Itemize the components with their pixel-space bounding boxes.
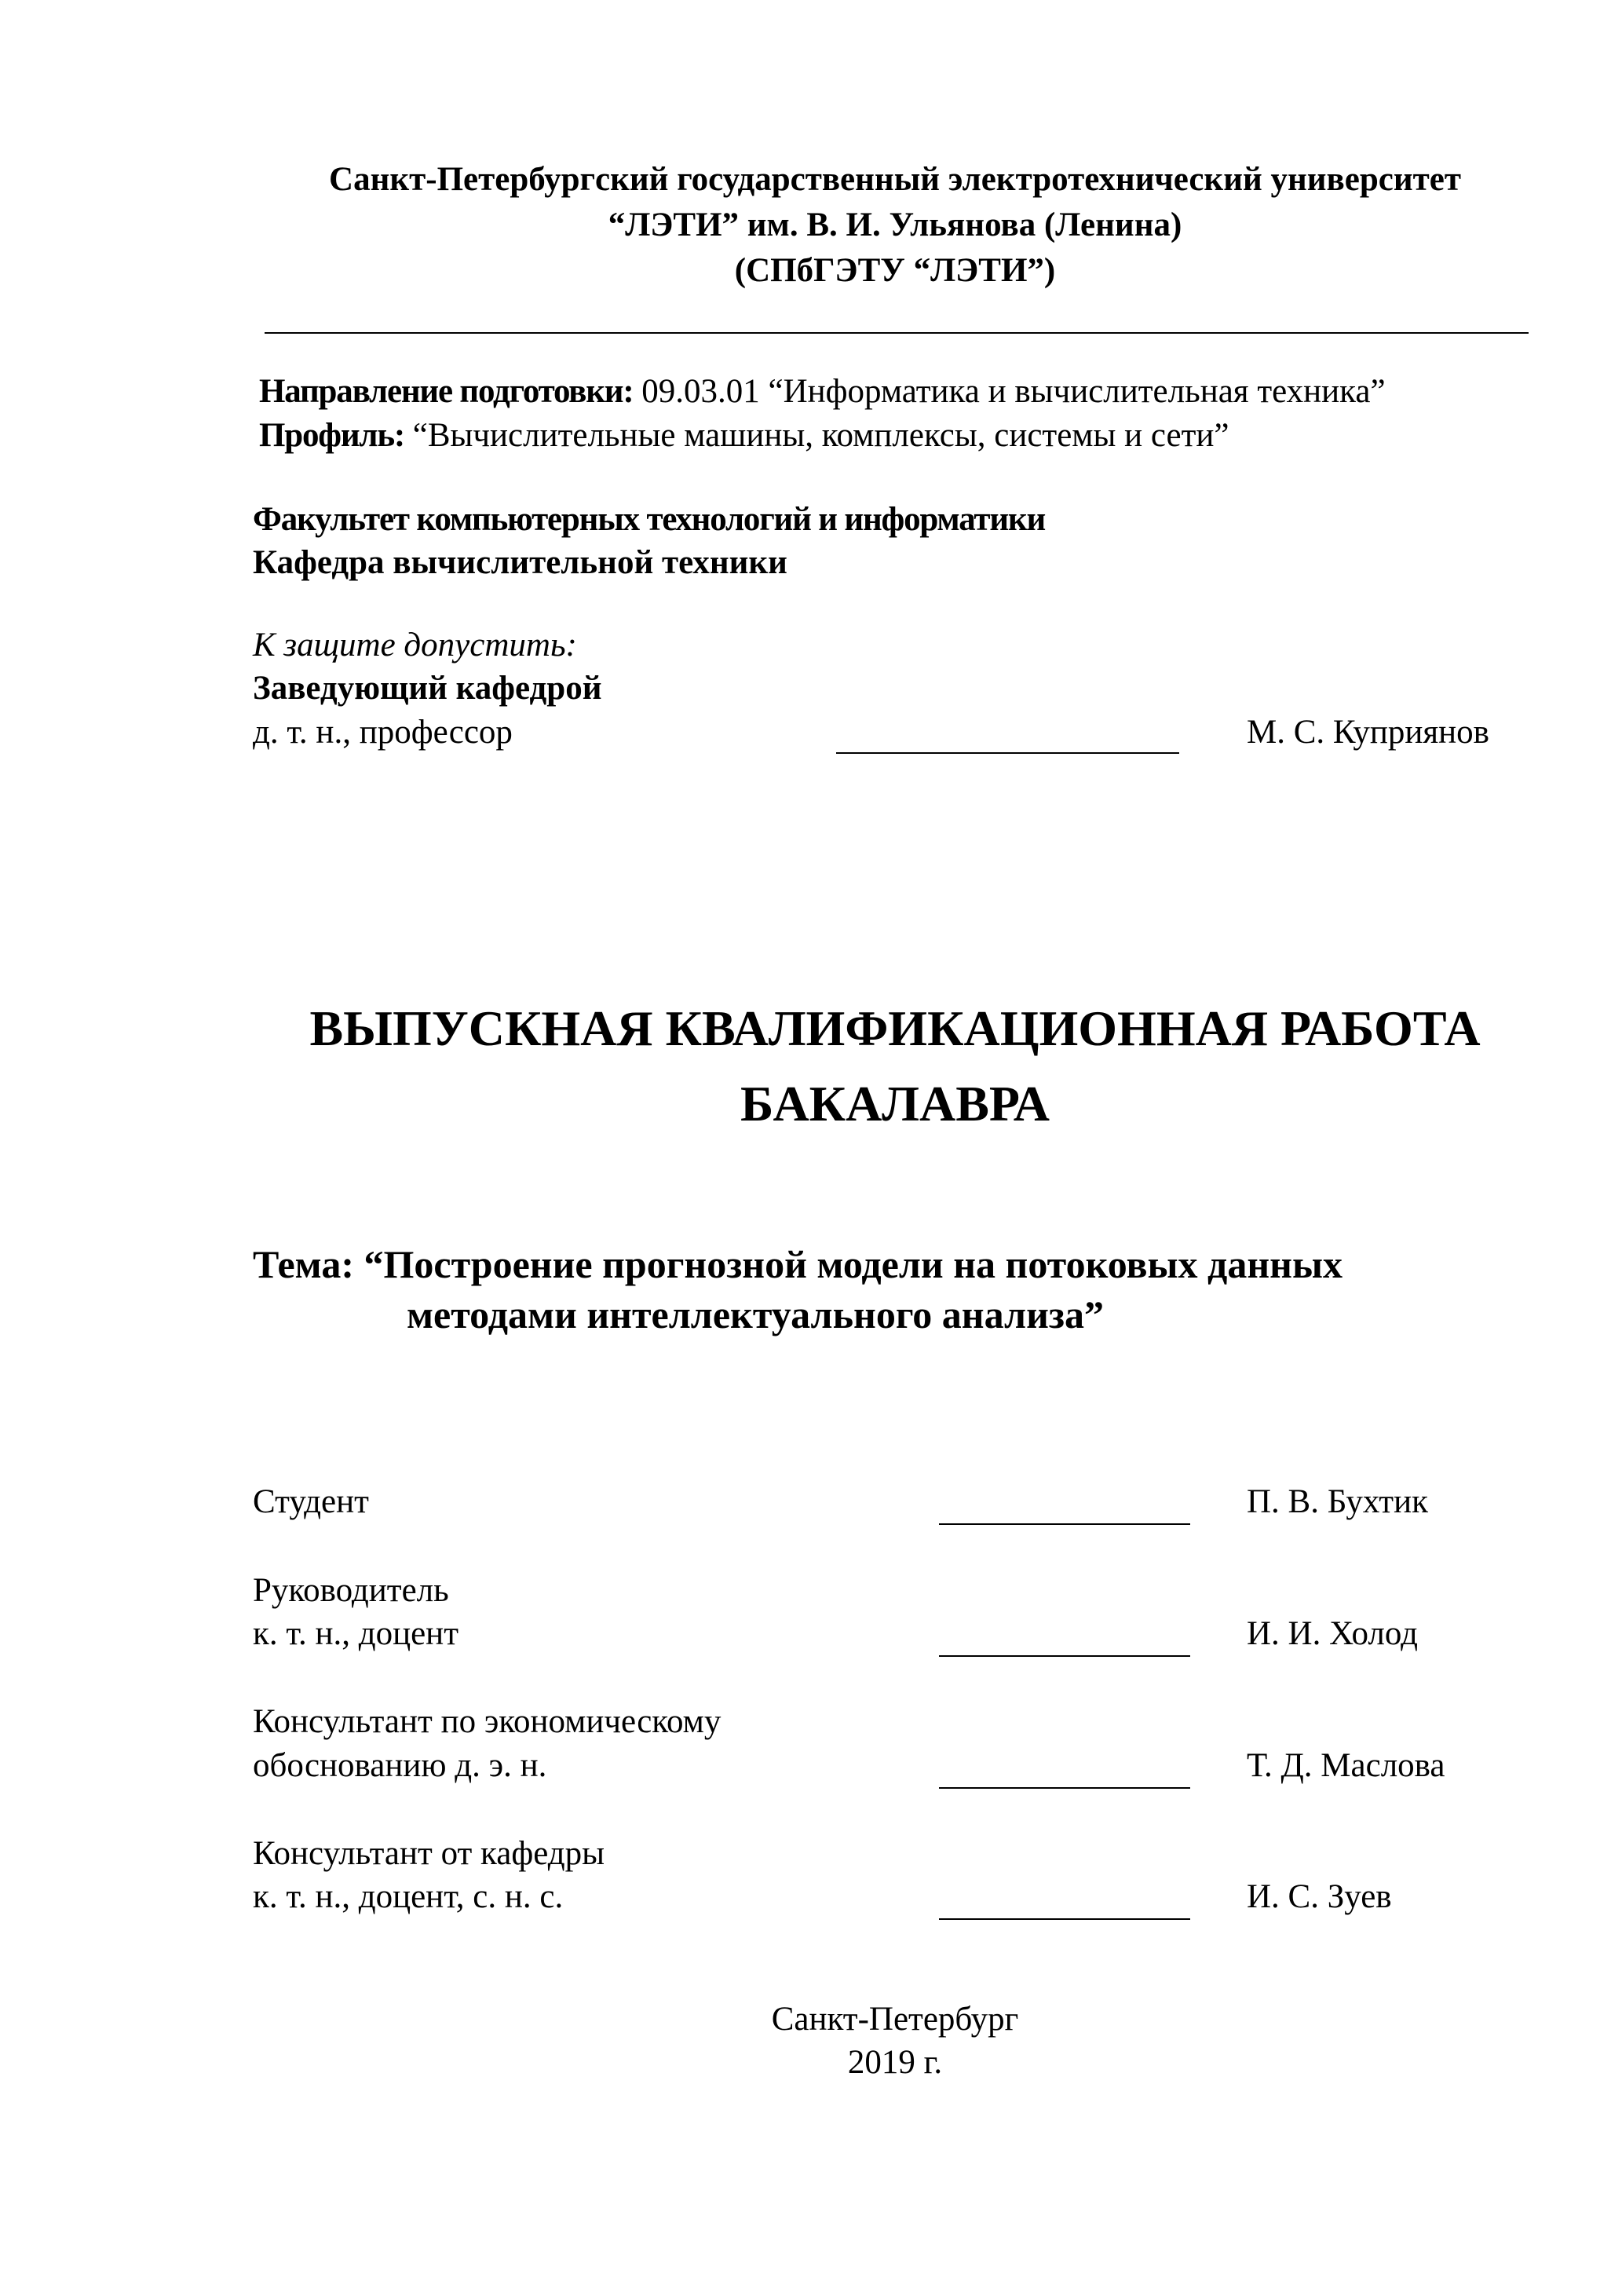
signature-role-degree: к. т. н., доцент, с. н. с.: [253, 1878, 564, 1915]
direction-label: Направление подготовки:: [259, 373, 634, 410]
head-of-department-title: Заведующий кафедрой: [253, 670, 602, 707]
signature-role: Руководитель: [253, 1572, 449, 1609]
signature-role: Консультант по экономическому: [253, 1703, 721, 1740]
topic-text-line1: “Построение прогнозной модели на потоковых данных: [354, 1242, 1343, 1286]
signature-role-degree: к. т. н., доцент: [253, 1615, 458, 1652]
head-of-department-name: М. С. Куприянов: [1247, 714, 1489, 751]
head-of-department-degree: д. т. н., профессор: [253, 714, 513, 751]
university-header: [259, 157, 1531, 294]
header-divider: [265, 332, 1529, 334]
topic-text-line2: методами интеллектуального анализа”: [407, 1292, 1104, 1336]
signature-line: [939, 1787, 1190, 1789]
admit-to-defense: К защите допустить:: [253, 627, 577, 664]
program-profile: [259, 415, 1229, 456]
signature-line: [939, 1918, 1190, 1920]
topic-label: Тема:: [253, 1242, 355, 1286]
work-title-line1: ВЫПУСКНАЯ КВАЛИФИКАЦИОННАЯ РАБОТА: [309, 1000, 1481, 1056]
signature-name: П. В. Бухтик: [1247, 1483, 1428, 1520]
university-named-after: “ЛЭТИ” им. В. И. Ульянова (Ленина): [608, 207, 1182, 243]
department-name: Кафедра вычислительной техники: [253, 544, 787, 581]
footer-year: 2019 г.: [847, 2044, 943, 2081]
head-signature-line: [836, 752, 1179, 754]
work-title-line2: БАКАЛАВРА: [740, 1076, 1050, 1132]
work-title: [259, 991, 1531, 1142]
signature-name: Т. Д. Маслова: [1247, 1747, 1445, 1784]
signature-line: [939, 1523, 1190, 1525]
signature-name: И. И. Холод: [1247, 1615, 1418, 1652]
signature-name: И. С. Зуев: [1247, 1878, 1392, 1915]
topic-line1: [253, 1239, 1343, 1289]
faculty-name: Факультет компьютерных технологий и информатики: [253, 501, 1046, 538]
university-abbreviation: (СПбГЭТУ “ЛЭТИ”): [734, 252, 1056, 289]
direction-value: 09.03.01 “Информатика и вычислительная техника”: [633, 373, 1386, 410]
profile-value: “Вычислительные машины, комплексы, системы и сети”: [404, 417, 1229, 454]
signature-role: Консультант от кафедры: [253, 1835, 605, 1872]
signature-role-degree: обоснованию д. э. н.: [253, 1747, 547, 1784]
program-direction: [259, 371, 1386, 412]
profile-label: Профиль:: [259, 417, 404, 454]
university-name: Санкт-Петербургский государственный электротехнический университет: [329, 161, 1461, 198]
signature-role: Студент: [253, 1483, 369, 1520]
signature-line: [939, 1655, 1190, 1657]
footer-city: Санкт-Петербург: [771, 2001, 1019, 2038]
